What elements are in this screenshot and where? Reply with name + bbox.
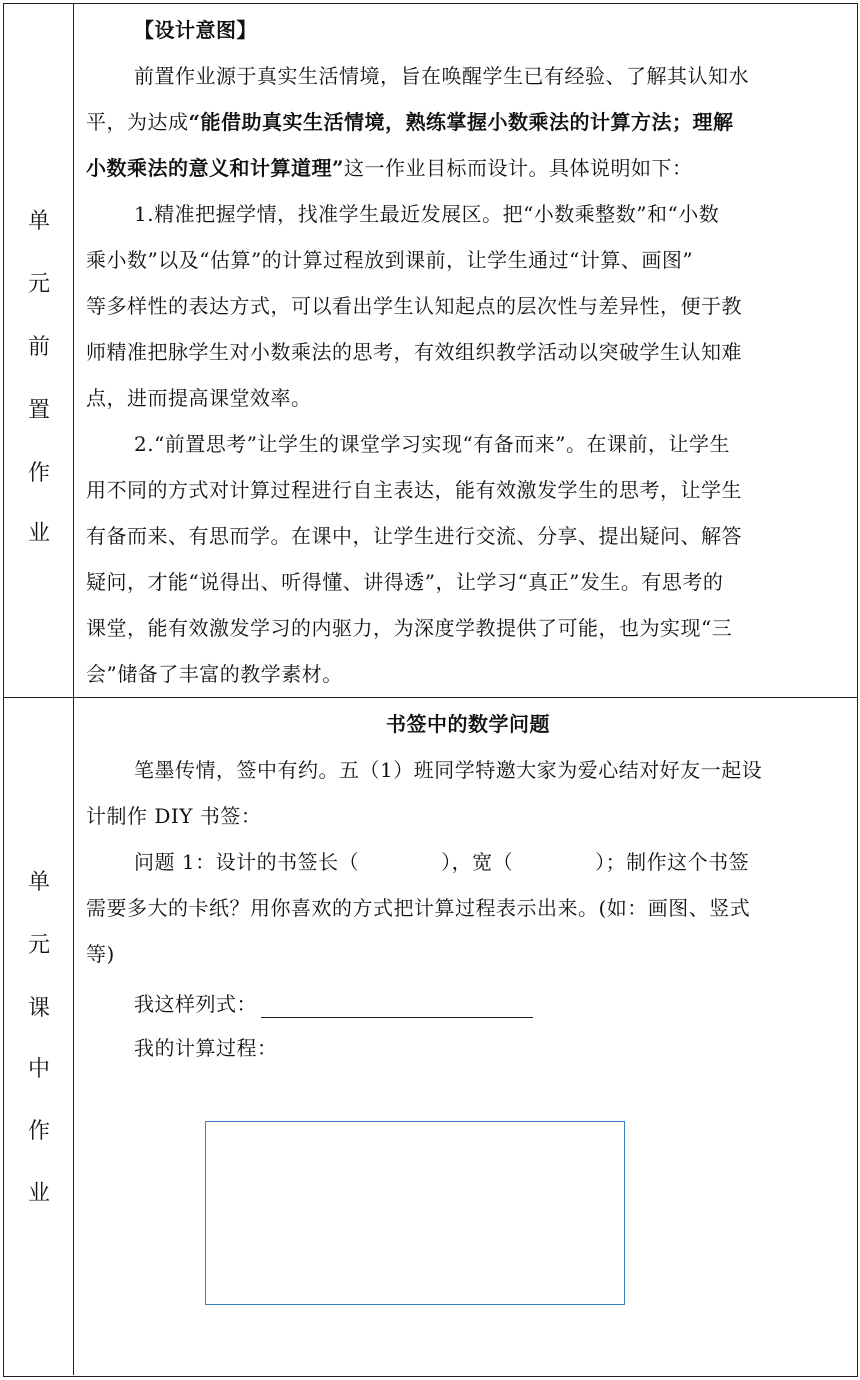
paragraph-line: 前置作业源于真实生活情境，旨在唤醒学生已有经验、了解其认知水 xyxy=(134,64,749,88)
question-line: 等) xyxy=(86,942,115,966)
paragraph-line: 计制作 DIY 书签： xyxy=(86,804,262,828)
pre-assignment-side-label xyxy=(4,4,74,697)
paragraph-line: 有备而来、有思而学。在课中，让学生进行交流、分享、提出疑问、解答 xyxy=(86,524,742,548)
side-char: 置 xyxy=(27,398,50,423)
calculation-answer-box[interactable] xyxy=(205,1121,625,1305)
emphasis-text: “能借助真实生活情境，熟练掌握小数乘法的计算方法；理解 xyxy=(188,110,734,134)
design-intent-heading: 【设计意图】 xyxy=(134,18,257,42)
side-char: 中 xyxy=(27,1057,50,1082)
paragraph-line: 用不同的方式对计算过程进行自主表达，能有效激发学生的思考，让学生 xyxy=(86,478,742,502)
paragraph-line: 会”储备了丰富的教学素材。 xyxy=(86,662,343,686)
paragraph-line: 笔墨传情，签中有约。五（1）班同学特邀大家为爱心结对好友一起设 xyxy=(134,758,763,782)
emphasis-text: 小数乘法的意义和计算道理” xyxy=(86,156,345,180)
section-title: 书签中的数学问题 xyxy=(386,712,550,736)
paragraph-line: 等多样性的表达方式，可以看出学生认知起点的层次性与差异性，便于教 xyxy=(86,294,742,318)
formula-prompt xyxy=(134,990,533,1018)
paragraph-line: 2.“前置思考”让学生的课堂学习实现“有备而来”。在课前，让学生 xyxy=(134,432,730,456)
paragraph-line xyxy=(86,108,734,136)
side-char: 单 xyxy=(27,209,50,234)
paragraph-line: 乘小数”以及“估算”的计算过程放到课前，让学生通过“计算、画图” xyxy=(86,248,694,272)
side-char: 单 xyxy=(27,870,50,895)
paragraph-line: 师精准把脉学生对小数乘法的思考，有效组织教学活动以突破学生认知难 xyxy=(86,340,742,364)
side-char: 业 xyxy=(27,521,50,546)
process-label: 我的计算过程： xyxy=(134,1036,278,1060)
side-char: 元 xyxy=(27,272,50,297)
paragraph-line: 点，进而提高课堂效率。 xyxy=(86,386,312,410)
paragraph-line: 疑问，才能“说得出、听得懂、讲得透”，让学习“真正”发生。有思考的 xyxy=(86,570,724,594)
side-char: 前 xyxy=(27,335,50,360)
question-line: 问题 1：设计的书签长（ ），宽（ ）；制作这个书签 xyxy=(134,850,750,874)
text-span: 平，为达成 xyxy=(86,110,189,134)
side-char: 作 xyxy=(27,461,50,486)
formula-label: 我这样列式： xyxy=(134,992,257,1016)
side-char: 元 xyxy=(27,933,50,958)
paragraph-line: 课堂，能有效激发学习的内驱力，为深度学教提供了可能，也为实现“三 xyxy=(86,616,733,640)
paragraph-line xyxy=(86,154,693,182)
side-char: 作 xyxy=(27,1119,50,1144)
question-line: 需要多大的卡纸？用你喜欢的方式把计算过程表示出来。(如：画图、竖式 xyxy=(86,896,751,920)
pre-assignment-content xyxy=(86,4,850,697)
side-char: 业 xyxy=(27,1181,50,1206)
formula-answer-line[interactable] xyxy=(261,997,533,1018)
pre-assignment-row xyxy=(4,4,857,698)
text-span: 这一作业目标而设计。具体说明如下： xyxy=(344,156,693,180)
in-class-assignment-side-label xyxy=(4,698,74,1375)
side-char: 课 xyxy=(27,996,50,1021)
paragraph-line: 1.精准把握学情，找准学生最近发展区。把“小数乘整数”和“小数 xyxy=(134,202,720,226)
